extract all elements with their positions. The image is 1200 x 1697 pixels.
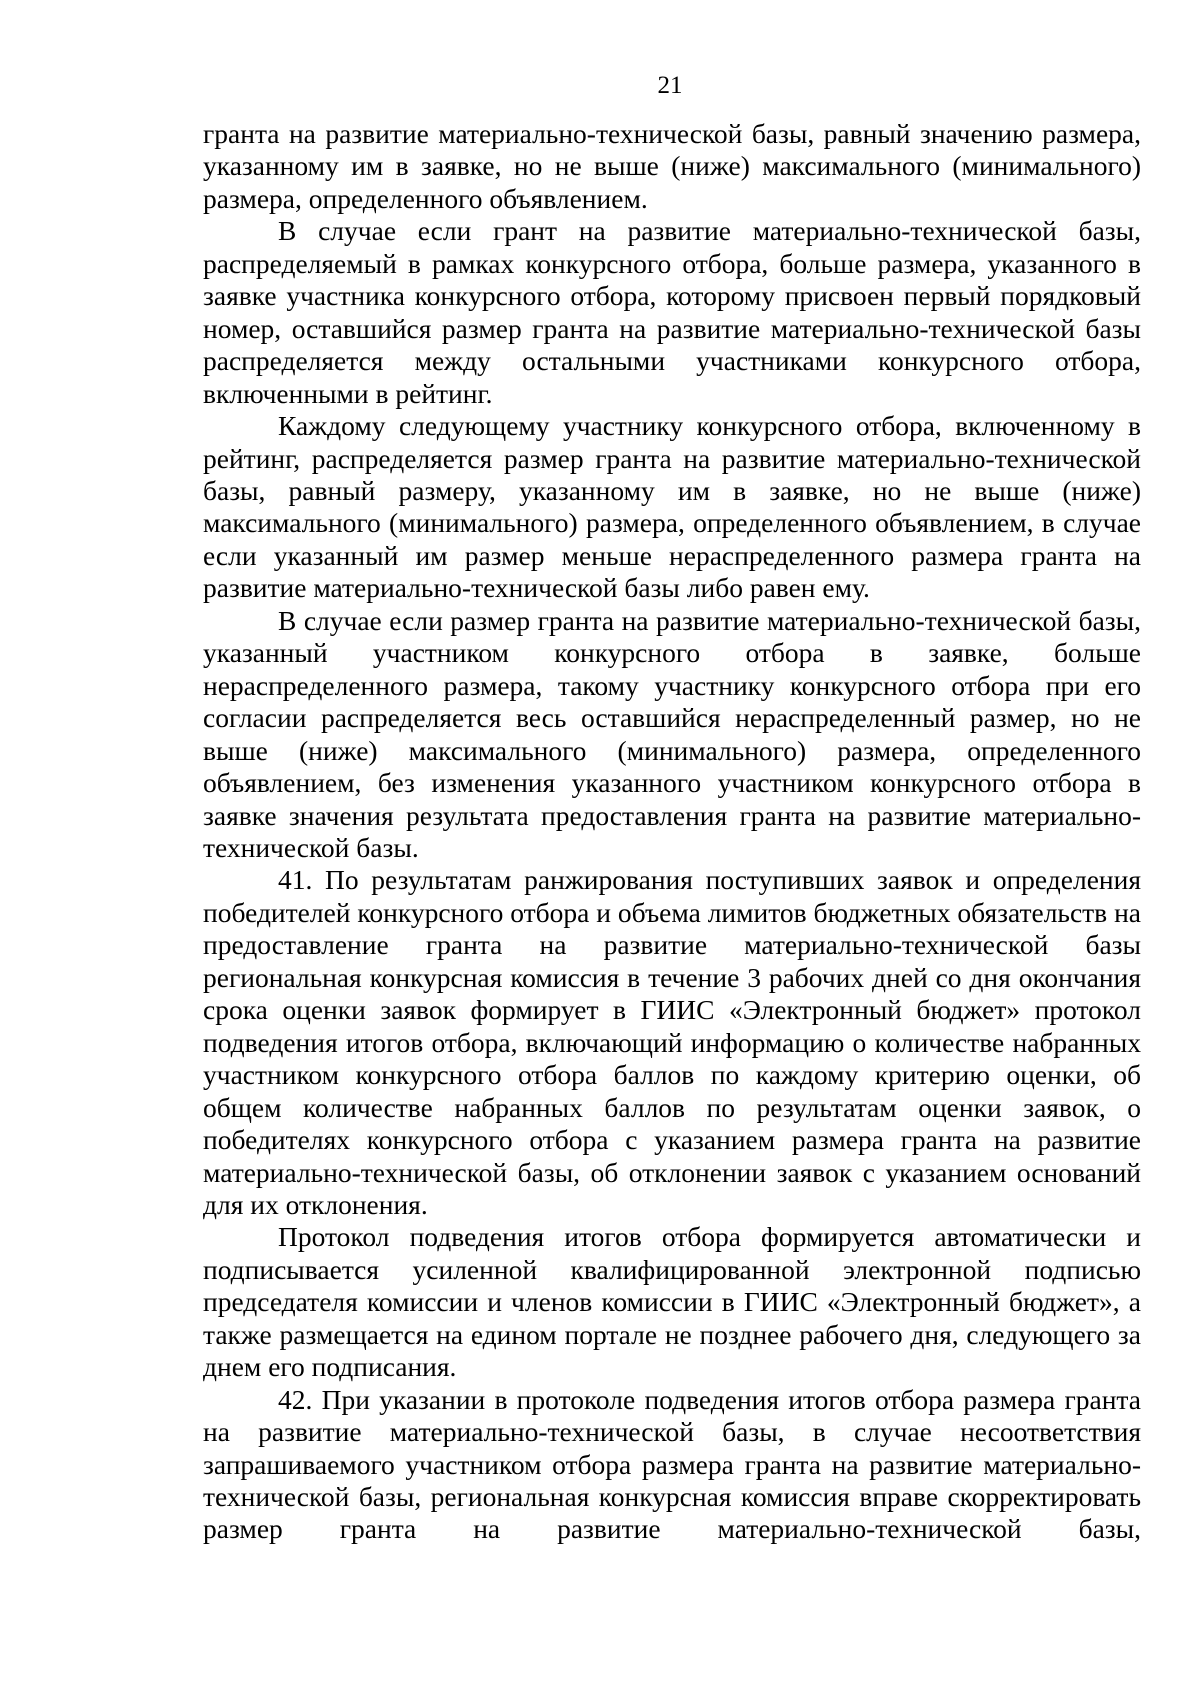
document-body [203, 118, 1141, 1546]
page-number: 21 [657, 72, 683, 99]
paragraph-item-42: 42. При указании в протоколе подведения итогов отбора размера гранта на развитие материально-технической базы, в случае несоответствия запрашиваемого участником отбора размера гранта на развитие материально-технической базы, региональная конкурсная комиссия вправе скорректировать размер гранта на развитие материально-технической базы, [203, 1383, 1141, 1545]
paragraph-next-participant: Каждому следующему участнику конкурсного отбора, включенному в рейтинг, распределяется размер гранта на развитие материально-технической базы, равный размеру, указанному им в заявке, но не выше (ниже) максимального (минимального) размера, определенного объявлением, в случае если указанный им размер меньше нераспределенного размера гранта на развитие материально-технической базы либо равен ему. [203, 410, 1141, 604]
paragraph-remaining-amount-consent: В случае если размер гранта на развитие материально-технической базы, указанный участником конкурсного отбора в заявке, больше нераспределенного размера, такому участнику конкурсного отбора при его согласии распределяется весь оставшийся нераспределенный размер, но не выше (ниже) максимального (минимального) размера, определенного объявлением, без изменения указанного участником конкурсного отбора в заявке значения результата предоставления гранта на развитие материально-технической базы. [203, 604, 1141, 863]
paragraph-remaining-grant-distribution: В случае если грант на развитие материально-технической базы, распределяемый в рамках конкурсного отбора, больше размера, указанного в заявке участника конкурсного отбора, которому присвоен первый порядковый номер, оставшийся размер гранта на развитие материально-технической базы распределяется между остальными участниками конкурсного отбора, включенными в рейтинг. [203, 215, 1141, 409]
paragraph-protocol-signing: Протокол подведения итогов отбора формируется автоматически и подписывается усиленной квалифицированной электронной подписью председателя комиссии и членов комиссии в ГИИС «Электронный бюджет», а также размещается на едином портале не позднее рабочего дня, следующего за днем его подписания. [203, 1221, 1141, 1383]
paragraph-item-41: 41. По результатам ранжирования поступивших заявок и определения победителей конкурсного отбора и объема лимитов бюджетных обязательств на предоставление гранта на развитие материально-технической базы региональная конкурсная комиссия в течение 3 рабочих дней со дня окончания срока оценки заявок формирует в ГИИС «Электронный бюджет» протокол подведения итогов отбора, включающий информацию о количестве набранных участником конкурсного отбора баллов по каждому критерию оценки, об общем количестве набранных баллов по результатам оценки заявок, о победителях конкурсного отбора с указанием размера гранта на развитие материально-технической базы, об отклонении заявок с указанием оснований для их отклонения. [203, 864, 1141, 1220]
paragraph-continuation: гранта на развитие материально-технической базы, равный значению размера, указанному им в заявке, но не выше (ниже) максимального (минимального) размера, определенного объявлением. [203, 118, 1141, 214]
